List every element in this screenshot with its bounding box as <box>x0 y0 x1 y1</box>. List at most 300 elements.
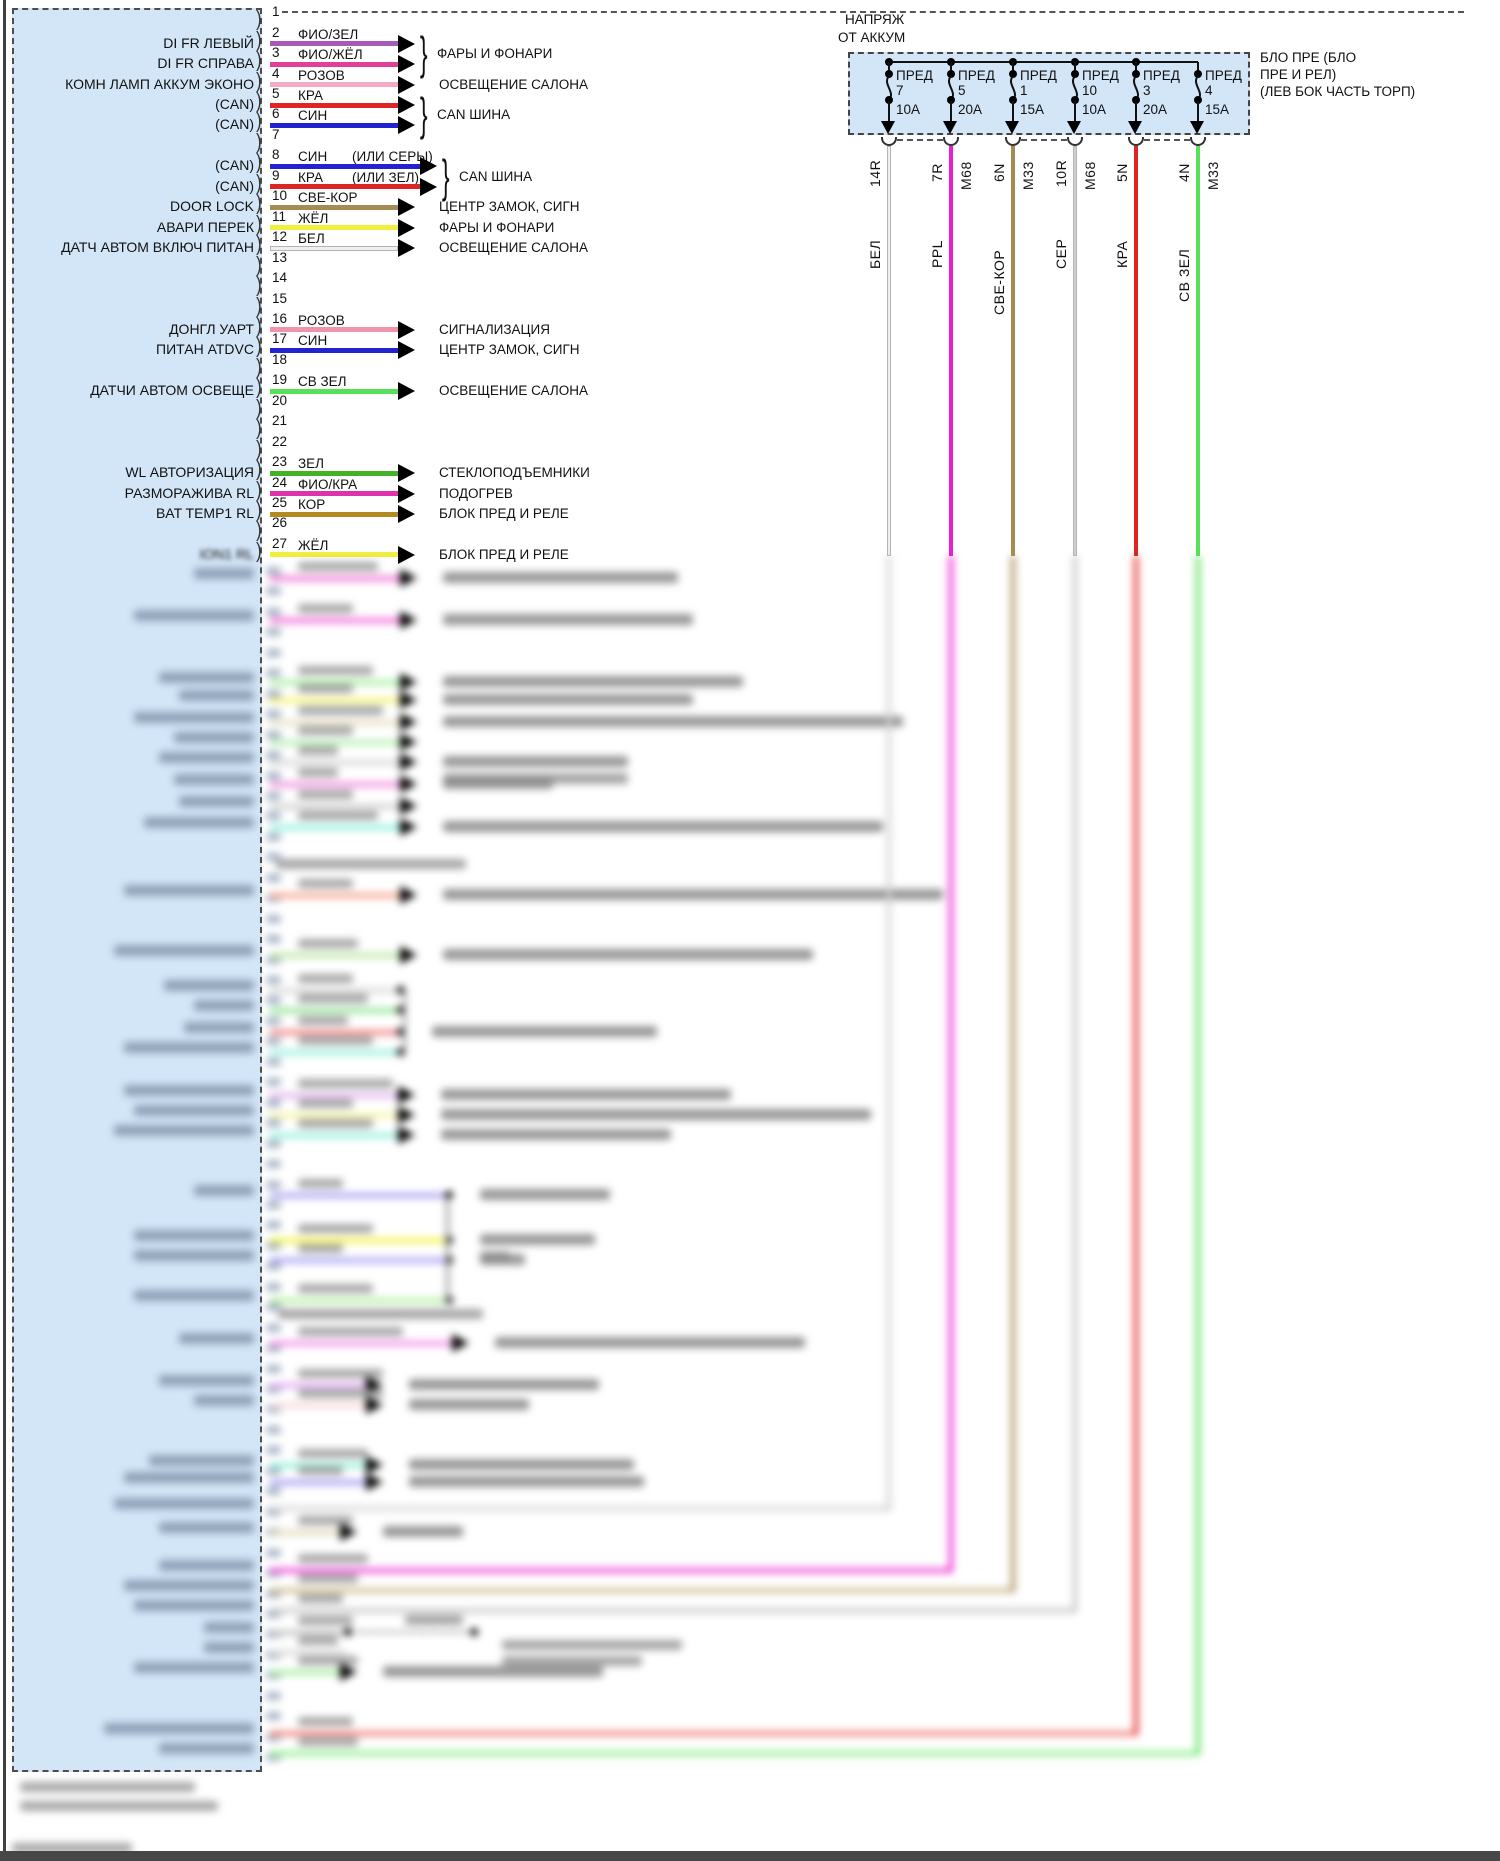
blurred-color-name <box>298 604 353 613</box>
wire-destination: СТЕКЛОПОДЪЕМНИКИ <box>439 465 590 481</box>
wire-destination: БЛОК ПРЕД И РЕЛЕ <box>439 506 569 521</box>
blurred-color-name <box>298 1016 348 1025</box>
wire-color-name: СИН <box>298 149 328 165</box>
pin-bracket: ) <box>256 436 262 460</box>
blurred-wire <box>270 740 400 745</box>
blurred-signal-label <box>134 712 254 723</box>
blurred-color-name <box>298 790 353 799</box>
pin-bracket: ) <box>256 108 262 133</box>
blurred-signal-label <box>134 610 254 621</box>
blurred-wire <box>270 953 400 958</box>
pin-signal-label: ДОНГЛ УАРТ <box>169 320 254 337</box>
blurred-arrow-icon <box>400 713 417 731</box>
blurred-pin-number <box>266 1487 281 1495</box>
blurred-pin-number <box>266 690 281 698</box>
pin-bracket: ) <box>256 6 262 31</box>
blurred-signal-label <box>134 1600 254 1611</box>
blurred-wire <box>270 1608 1075 1613</box>
pin-bracket: ) <box>256 129 262 154</box>
blurred-pin-number <box>266 1078 281 1086</box>
blurred-destination <box>409 1399 529 1410</box>
blurred-signal-label <box>104 1723 254 1734</box>
pin-bracket: ) <box>256 333 262 358</box>
blurred-signal-label <box>124 885 254 896</box>
blurred-signal-label <box>174 732 254 743</box>
pin-signal-label: ПИТАН ATDVC <box>156 341 254 358</box>
blurred-pin-number <box>266 1446 281 1454</box>
blurred-arrow-icon <box>400 691 417 709</box>
pin-bracket: ) <box>256 415 262 440</box>
fuse-amp: 20A <box>958 102 983 117</box>
wire-color-name: СВЕ-КОР <box>298 190 358 206</box>
pin-signal-label: (CAN) <box>215 157 254 174</box>
blurred-pin-number <box>266 1201 281 1209</box>
fuse-wire-pin-code: 14R <box>867 159 883 187</box>
pin-number: 7 <box>272 126 280 142</box>
blurred-arrow-icon <box>398 1106 415 1124</box>
blurred-wire <box>270 1506 889 1511</box>
blurred-signal-label <box>114 1125 254 1136</box>
bottom-window-bar <box>0 1851 1500 1861</box>
blurred-destination <box>480 1234 595 1245</box>
blurred-signal-label <box>159 672 254 683</box>
fuse-wire-connector: M68 <box>958 161 974 191</box>
blurred-arrow-icon <box>398 1126 415 1144</box>
wire-group-destination: CAN ШИНА <box>437 107 511 123</box>
blurred-pin-number <box>266 812 281 820</box>
blurred-fuse-feed-wire <box>1134 556 1138 1735</box>
pin-number: 8 <box>272 147 280 163</box>
pin-bracket: ) <box>256 538 262 563</box>
blurred-wire <box>270 804 400 809</box>
blurred-destination <box>443 949 813 960</box>
blurred-wire <box>270 1530 340 1535</box>
blurred-wire <box>270 618 400 623</box>
blurred-signal-label <box>134 1250 254 1261</box>
blurred-wire <box>270 1568 951 1573</box>
blurred-pin-number <box>266 792 281 800</box>
blurred-color-name <box>298 1327 403 1336</box>
blurred-color-name <box>298 994 368 1003</box>
blurred-signal-label <box>164 980 254 991</box>
wire-destination: ПОДОГРЕВ <box>439 485 513 501</box>
pin-number: 6 <box>272 106 280 122</box>
pin-signal-label: (CAN) <box>215 116 254 133</box>
blurred-destination <box>441 1129 671 1140</box>
pin-number: 25 <box>272 495 288 510</box>
blurred-arrow-icon <box>366 1473 383 1491</box>
blurred-pin-number <box>266 1099 281 1107</box>
wire-destination: ФАРЫ И ФОНАРИ <box>439 219 555 235</box>
blurred-color-name <box>298 1636 338 1645</box>
blurred-color-name <box>298 939 358 948</box>
blurred-pin-number <box>266 731 281 739</box>
pin-number: 10 <box>272 188 288 204</box>
pin-number: 1 <box>272 4 280 20</box>
blurred-pin-number <box>266 587 281 595</box>
blurred-pin-number <box>266 915 281 923</box>
pin-signal-label: WL АВТОРИЗАЦИЯ <box>125 464 254 481</box>
fuse-wire-color-name: КРА <box>1114 240 1130 268</box>
blurred-signal-label <box>179 690 254 701</box>
blurred-fuse-feed-wire <box>1011 556 1015 1592</box>
blurred-color-name <box>298 1099 353 1108</box>
pin-signal-label: АВАРИ ПЕРЕК <box>156 218 254 235</box>
blurred-destination <box>480 1189 610 1200</box>
blurred-signal-label <box>124 1085 254 1096</box>
blurred-pin-number <box>266 874 281 882</box>
fuse-number: 7 <box>896 83 904 98</box>
blurred-signal-label <box>179 1333 254 1344</box>
blurred-wire <box>270 1298 446 1303</box>
pin-bracket: ) <box>256 68 262 92</box>
blurred-signal-label <box>194 568 254 579</box>
fuse-label: ПРЕД <box>1143 68 1180 83</box>
blurred-pin-number <box>266 649 281 657</box>
blurred-wire <box>270 1650 345 1655</box>
blurred-pin-number <box>266 1181 281 1189</box>
pin-number: 14 <box>272 270 288 286</box>
blurred-bus-line <box>446 1197 449 1302</box>
blurred-wire <box>270 1588 1013 1593</box>
blurred-fuse-feed-wire <box>949 556 953 1572</box>
blurred-color-name <box>298 666 373 675</box>
blurred-signal-label <box>194 1185 254 1196</box>
blurred-pin-number <box>266 1119 281 1127</box>
pin-signal-label: (CAN) <box>215 96 254 112</box>
blurred-wire <box>270 1670 340 1675</box>
pin-number: 5 <box>272 86 280 101</box>
blurred-color-name <box>298 562 378 571</box>
fuse-wire-pin-code: 10R <box>1053 159 1069 187</box>
wire-destination: ОСВЕЩЕНИЕ САЛОНА <box>439 240 588 256</box>
pin-number: 22 <box>272 433 288 449</box>
blurred-pin-number <box>266 751 281 759</box>
blurred-destination <box>443 821 883 832</box>
blurred-pin-number <box>266 1037 281 1045</box>
blurred-signal-label <box>159 752 254 763</box>
blurred-wire <box>270 760 400 765</box>
blurred-destination <box>443 614 693 625</box>
blurred-color-name <box>298 1449 368 1458</box>
blurred-arrow-icon <box>366 1396 383 1414</box>
blurred-wire <box>270 1258 446 1263</box>
fuse-label: ПРЕД <box>1082 68 1119 83</box>
blurred-destination <box>443 572 678 583</box>
fuse-number: 1 <box>1020 83 1028 98</box>
blurred-pin-number <box>266 1058 281 1066</box>
blurred-pin-number <box>266 1242 281 1250</box>
blurred-wire <box>270 1050 398 1055</box>
blurred-signal-label <box>134 1105 254 1116</box>
blurred-signal-label <box>134 1662 254 1673</box>
blurred-destination <box>409 1476 644 1487</box>
blurred-wire <box>270 576 400 581</box>
blurred-wire <box>270 720 400 725</box>
blurred-destination <box>383 1666 603 1677</box>
blurred-pin-number <box>266 669 281 677</box>
blurred-pin-number <box>266 1426 281 1434</box>
blurred-footnote-text <box>20 1782 195 1792</box>
blurred-signal-label <box>159 1375 254 1386</box>
blurred-destination <box>443 676 743 687</box>
wire-color-name: КОР <box>298 497 326 512</box>
blurred-destination <box>495 1337 805 1348</box>
blurred-color-name <box>298 1554 368 1563</box>
blurred-arrow-icon <box>400 797 417 815</box>
blurred-arrow-icon <box>400 775 417 793</box>
fuse-amp: 15A <box>1020 102 1045 117</box>
wire-color-alt: (ИЛИ СЕРЫ) <box>352 149 433 165</box>
fuse-supply-label-line1: НАПРЯЖ <box>845 12 905 27</box>
fuse-wire-pin-code: 7R <box>929 163 945 183</box>
blurred-color-name <box>298 746 338 755</box>
blurred-wire <box>270 1480 366 1485</box>
blurred-color-name <box>298 1179 343 1188</box>
blurred-wire <box>270 782 400 787</box>
blurred-color-name <box>298 726 353 735</box>
blurred-destination <box>441 1089 731 1100</box>
fuse-wire-pin-code: 5N <box>1114 163 1130 183</box>
blurred-bus-line <box>403 988 406 1054</box>
blurred-arrow-icon <box>400 753 417 771</box>
blurred-wire <box>270 1030 398 1035</box>
blurred-signal-label <box>124 1042 254 1053</box>
blurred-wire <box>270 1383 366 1388</box>
blurred-destination <box>409 1459 634 1470</box>
pin-bracket: ) <box>256 211 262 235</box>
wire-destination: ЦЕНТР ЗАМОК, СИГН <box>439 342 580 358</box>
blurred-signal-label <box>149 1455 254 1466</box>
fuse-amp: 20A <box>1143 102 1168 117</box>
pin-number: 17 <box>272 331 288 347</box>
fuse-wire-color-name: СВЕ-КОР <box>991 249 1007 315</box>
fuse-label: ПРЕД <box>958 68 995 83</box>
blurred-pin-number <box>266 628 281 636</box>
pin-bracket: ) <box>256 88 262 113</box>
wire-color-name: ЗЕЛ <box>298 456 325 472</box>
pin-signal-label: BAT TEMP1 RL <box>155 505 254 521</box>
blurred-wire <box>270 1341 452 1346</box>
blurred-wire <box>270 1113 398 1118</box>
blurred-color-name <box>298 879 353 888</box>
wire-color-name: ЖЁЛ <box>298 537 329 553</box>
wire-color-name: СИН <box>298 333 328 349</box>
blurred-destination <box>480 1254 525 1265</box>
blurred-signal-label <box>174 774 254 785</box>
wire-color-name: РОЗОВ <box>298 67 345 83</box>
blurred-destination <box>443 778 553 789</box>
pin-bracket: ) <box>256 517 262 542</box>
blurred-note-text <box>276 859 466 869</box>
fuse-amp: 10A <box>896 102 921 117</box>
blurred-pin-number <box>266 976 281 984</box>
blurred-wire <box>270 1630 345 1635</box>
wire-color-name: КРА <box>298 169 323 185</box>
pin-bracket: ) <box>256 497 262 522</box>
blurred-pin-number <box>266 1692 281 1700</box>
wire-group-brace-icon: } <box>419 88 428 141</box>
fuse-number: 3 <box>1143 83 1151 98</box>
pin-number: 11 <box>272 208 287 224</box>
fuse-box-name-line1: БЛО ПРЕ (БЛО <box>1260 50 1357 65</box>
fuse-wire-pin-code: 4N <box>1176 163 1192 183</box>
pin-number: 23 <box>272 454 288 470</box>
blurred-color-name <box>298 1737 358 1746</box>
blurred-arrow-icon <box>400 569 417 587</box>
wire-group-destination: ФАРЫ И ФОНАРИ <box>437 45 553 61</box>
pin-number: 2 <box>272 24 280 40</box>
pin-signal-label: ДАТЧ АВТОМ ВКЛЮЧ ПИТАН <box>61 239 254 256</box>
blurred-pin-number <box>266 567 281 575</box>
pin-bracket: ) <box>256 374 262 399</box>
blurred-note-text <box>278 1309 483 1319</box>
fuse-supply-label-line2: ОТ АККУМ <box>838 30 906 45</box>
blurred-pin-number <box>266 1283 281 1291</box>
blurred-signal-label <box>159 1522 254 1533</box>
pin-signal-label: РАЗМОРАЖИВА RL <box>124 484 254 501</box>
pin-number: 19 <box>272 372 288 388</box>
blurred-color-name <box>298 1119 373 1128</box>
wire-group-brace-icon: } <box>441 149 450 202</box>
pin-number: 21 <box>272 413 288 429</box>
blurred-pin-number <box>266 1712 281 1720</box>
fuse-label: ПРЕД <box>1205 68 1242 83</box>
blurred-fuse-feed-wire <box>887 556 891 1510</box>
pin-bracket: ) <box>256 252 262 276</box>
blurred-color-name <box>298 768 338 777</box>
blurred-signal-label <box>114 1498 254 1509</box>
blurred-pin-number <box>266 1467 281 1475</box>
blurred-arrow-icon <box>400 818 417 836</box>
blurred-color-name <box>298 974 353 983</box>
fuse-box-name-line3: (ЛЕВ БОК ЧАСТЬ ТОРП) <box>1260 84 1416 99</box>
fuse-box-name-line2: ПРЕ И РЕЛ) <box>1260 67 1337 82</box>
blurred-arrow-icon <box>400 886 417 904</box>
blurred-pin-number <box>266 1017 281 1025</box>
pin-bracket: ) <box>256 231 262 256</box>
blurred-signal-label <box>134 1290 254 1301</box>
blurred-signal-label <box>204 1642 254 1653</box>
pin-bracket: ) <box>256 456 262 481</box>
blurred-signal-label <box>179 796 254 807</box>
blurred-signal-label <box>184 1022 254 1033</box>
pin-number: 3 <box>272 45 280 61</box>
blurred-color-name <box>298 1284 373 1293</box>
fuse-wire-connector: M68 <box>1082 161 1098 191</box>
blurred-color-name <box>298 706 383 715</box>
pin-number: 4 <box>272 65 280 81</box>
blurred-wire <box>270 988 398 993</box>
pin-number: 13 <box>272 249 288 265</box>
blurred-signal-label <box>194 1395 254 1406</box>
wire-color-name: ЖЁЛ <box>298 210 329 226</box>
fuse-amp: 10A <box>1082 102 1107 117</box>
blurred-pin-number <box>266 833 281 841</box>
blurred-arrow-icon <box>340 1663 357 1681</box>
blurred-pin-number <box>266 710 281 718</box>
pin-bracket: ) <box>256 27 262 51</box>
blurred-destination <box>443 756 628 767</box>
blurred-pin-number <box>266 996 281 1004</box>
fuse-wire-pin-code: 6N <box>991 163 1007 183</box>
blurred-pin-number <box>266 1221 281 1229</box>
pin-number: 27 <box>272 535 288 551</box>
blurred-arrow-icon <box>400 673 417 691</box>
fuse-number: 5 <box>958 83 966 98</box>
fuse-wire-color-name: БЕЛ <box>867 239 883 269</box>
blurred-signal-label <box>204 1622 254 1633</box>
blurred-note-text <box>502 1640 682 1650</box>
blurred-pin-number <box>266 1160 281 1168</box>
pin-signal-label: DI FR ЛЕВЫЙ <box>163 34 254 51</box>
blurred-signal-label <box>114 945 254 956</box>
blurred-destination <box>443 716 903 727</box>
blurred-color-name <box>298 1574 358 1583</box>
fuse-label: ПРЕД <box>1020 68 1057 83</box>
blurred-color-name <box>298 1717 353 1726</box>
blurred-pin-number <box>266 608 281 616</box>
blurred-signal-label <box>194 1000 254 1011</box>
blurred-pin-number <box>266 772 281 780</box>
blurred-arrow-icon <box>366 1456 383 1474</box>
blurred-arrow-icon <box>340 1523 357 1541</box>
pin-signal-label: ДАТЧИ АВТОМ ОСВЕЩЕ <box>90 382 254 399</box>
wire-color-name: ФИО/ЗЕЛ <box>298 26 359 42</box>
blurred-wire <box>270 1133 398 1138</box>
blurred-signal-label <box>144 817 254 828</box>
blurred-pin-number <box>266 1262 281 1270</box>
pin-bracket: ) <box>256 313 262 338</box>
blurred-destination <box>443 694 693 705</box>
pin-bracket: ) <box>256 47 262 72</box>
blurred-pin-number <box>266 1365 281 1373</box>
blurred-fuse-feed-wire <box>1196 556 1200 1755</box>
blurred-wire <box>270 1731 1136 1736</box>
blurred-signal-label <box>159 1560 254 1571</box>
wire-color-name: ФИО/КРА <box>298 476 358 492</box>
pin-bracket: ) <box>256 354 262 379</box>
blurred-fuse-feed-wire <box>1073 556 1077 1612</box>
wire-group-destination: CAN ШИНА <box>459 168 533 184</box>
wire-destination: БЛОК ПРЕД И РЕЛЕ <box>439 546 569 562</box>
fuse-amp: 15A <box>1205 102 1230 117</box>
pin-signal-label: DI FR СПРАВА <box>157 55 254 72</box>
blurred-wire <box>270 1193 446 1198</box>
blurred-note-text <box>405 1615 463 1625</box>
blurred-wire <box>270 1403 366 1408</box>
pin-bracket: ) <box>256 395 262 419</box>
fuse-wire-connector: M33 <box>1020 161 1036 191</box>
blurred-destination <box>409 1379 599 1390</box>
fuse-label: ПРЕД <box>896 68 933 83</box>
blurred-note-text <box>502 1656 642 1666</box>
blurred-signal-label <box>124 1472 254 1483</box>
blurred-footnote-text <box>20 1801 218 1811</box>
pin-number: 18 <box>272 351 288 367</box>
blurred-wire <box>270 1751 1198 1756</box>
pin-bracket: ) <box>256 149 262 174</box>
wire-color-name: БЕЛ <box>298 231 325 247</box>
fuse-wire-connector: M33 <box>1205 161 1221 191</box>
blurred-signal-label <box>159 1743 254 1754</box>
blurred-arrow-icon <box>398 1086 415 1104</box>
blurred-dashed-link <box>349 1631 466 1633</box>
blurred-wire <box>270 698 400 703</box>
blurred-destination <box>441 1109 871 1120</box>
pin-number: 20 <box>272 392 288 408</box>
blurred-destination <box>383 1526 463 1537</box>
